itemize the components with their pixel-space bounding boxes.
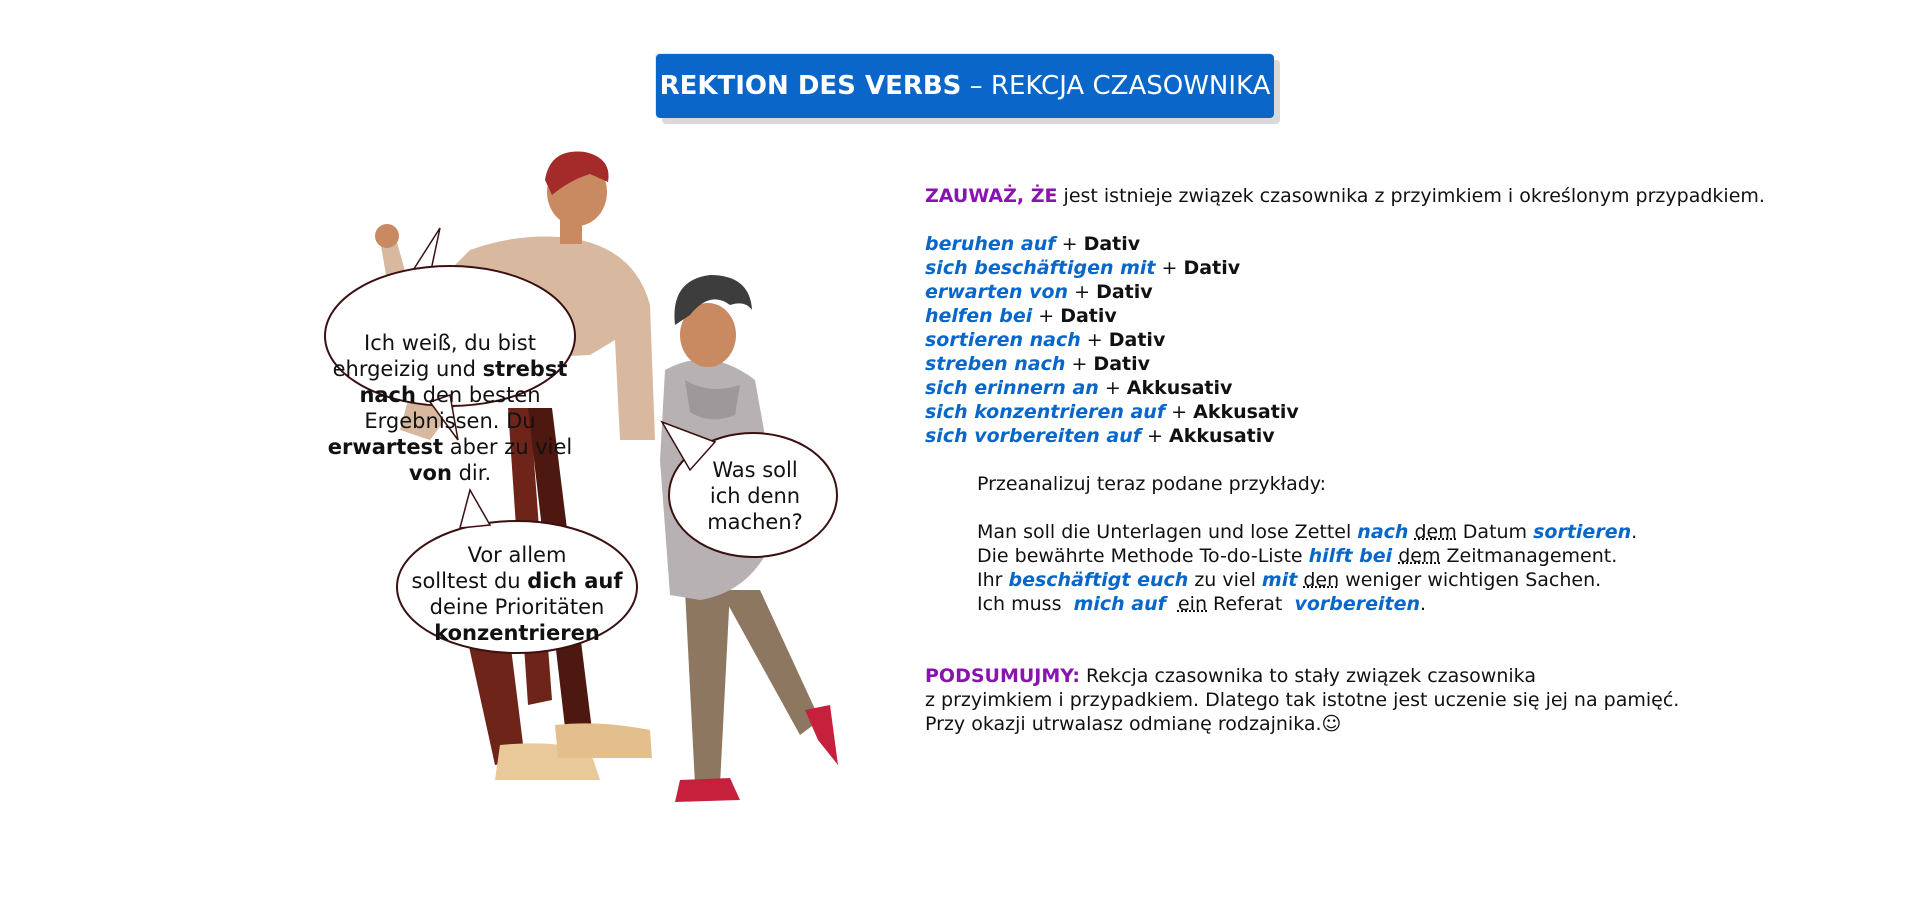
verb-item: streben nach + Dativ [925, 353, 1150, 375]
speech-bubble-man-2 [397, 542, 637, 646]
verb-item: sich konzentrieren auf + Akkusativ [925, 401, 1299, 423]
verb-item: beruhen auf + Dativ [925, 233, 1141, 255]
bubble-line: Ergebnissen. Du [364, 409, 536, 433]
example-sentence: Man soll die Unterlagen und lose Zettel nach dem Datum sortieren. [977, 521, 1638, 543]
verb-item: sich vorbereiten auf + Akkusativ [925, 425, 1275, 447]
bubble-line: Ich weiß, du bist [364, 331, 536, 355]
verb-item: erwarten von + Dativ [925, 281, 1153, 303]
title-bold: REKTION DES VERBS [659, 71, 962, 101]
note-text: jest istnieje związek czasownika z przyimkiem i określonym przypadkiem. [1057, 185, 1765, 207]
speech-bubble-boy [690, 457, 820, 535]
bubble-line: erwartest aber zu viel [327, 435, 573, 459]
bubble-line: nach den besten [359, 383, 541, 407]
verb-list [925, 232, 1905, 448]
bubble-line: Vor allem [467, 543, 567, 567]
speech-bubble-man-1 [325, 330, 575, 486]
bubble-line: machen? [707, 510, 803, 534]
example-sentence: Die bewährte Methode To-do-Liste hilft bei dem Zeitmanagement. [977, 545, 1618, 567]
summary-label: PODSUMUJMY: [925, 665, 1080, 687]
example-sentence: Ich muss mich auf ein Referat vorbereiten. [977, 593, 1427, 615]
examples-intro: Przeanalizuj teraz podane przykłady: [977, 473, 1327, 495]
bubble-line: ich denn [709, 484, 801, 508]
bubble-line: Was soll [712, 458, 798, 482]
verb-item: sich beschäftigen mit + Dativ [925, 257, 1241, 279]
note-label: ZAUWAŻ, ŻE [925, 185, 1058, 207]
bubble-line: konzentrieren [434, 621, 600, 645]
examples-block [925, 472, 1905, 616]
bubble-line: solltest du dich auf [411, 569, 623, 593]
illustration [290, 140, 910, 830]
bubble-line: von dir. [408, 461, 492, 485]
verb-item: helfen bei + Dativ [925, 305, 1117, 327]
example-sentence: Ihr beschäftigt euch zu viel mit den weniger wichtigen Sachen. [977, 569, 1602, 591]
verb-item: sich erinnern an + Akkusativ [925, 377, 1233, 399]
verb-item: sortieren nach + Dativ [925, 329, 1166, 351]
bubble-line: deine Prioritäten [429, 595, 605, 619]
title-banner [656, 54, 1274, 118]
lesson-content [925, 184, 1905, 736]
note-line [925, 184, 1905, 208]
summary-line: z przyimkiem i przypadkiem. Dlatego tak istotne jest uczenie się jej na pamięć. [925, 689, 1680, 711]
summary-block: PODSUMUJMY: Rekcja czasownika to stały związek czasownika z przyimkiem i przypadkiem. Dlatego tak istotne jest uczenie się jej na pamięć. Przy okazji utrwalasz odmianę rodzajnika.☺ [925, 664, 1905, 736]
title-rest: – REKCJA CZASOWNIKA [961, 71, 1271, 101]
summary-line: Przy okazji utrwalasz odmianę rodzajnika.☺ [925, 713, 1342, 735]
bubble-line: ehrgeizig und strebst [332, 357, 568, 381]
